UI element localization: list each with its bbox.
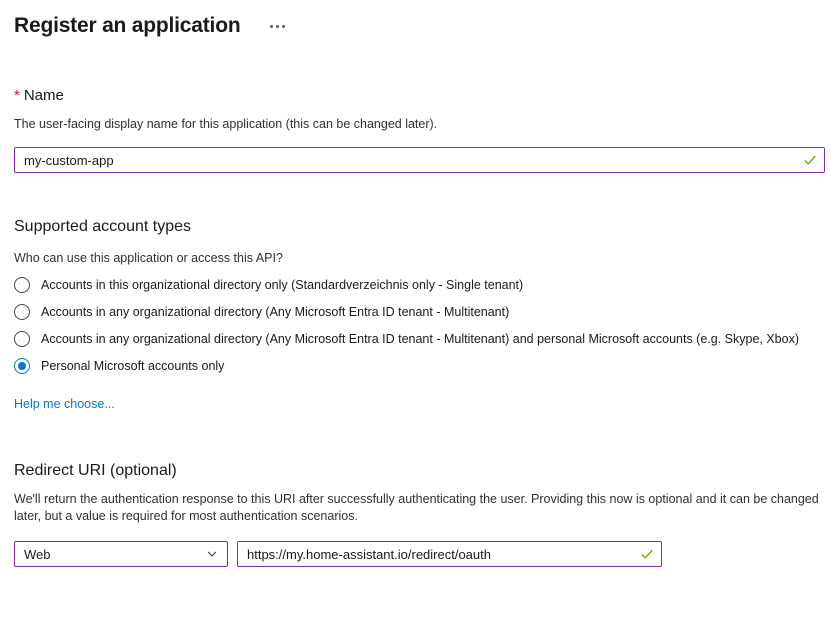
- account-type-option-single-tenant[interactable]: [14, 272, 814, 299]
- account-type-radio-group: [14, 272, 825, 380]
- redirect-uri-input-wrapper: [237, 541, 662, 567]
- name-field-description: The user-facing display name for this application (this can be changed later).: [14, 117, 438, 131]
- radio-option-label: Accounts in this organizational directory only (Standardverzeichnis only - Single tenant): [41, 278, 524, 292]
- account-type-option-multitenant[interactable]: [14, 299, 814, 326]
- radio-button-icon[interactable]: [14, 304, 30, 320]
- radio-button-icon[interactable]: [14, 277, 30, 293]
- radio-button-icon[interactable]: [14, 331, 30, 347]
- name-label-text: Name: [23, 87, 64, 104]
- app-name-input[interactable]: [14, 147, 825, 173]
- page-header: [14, 10, 825, 42]
- redirect-uri-input[interactable]: [237, 541, 662, 567]
- platform-select-value: Web: [24, 546, 51, 562]
- platform-select[interactable]: [14, 541, 228, 567]
- chevron-down-icon: [206, 548, 218, 560]
- redirect-uri-controls: [14, 541, 825, 567]
- redirect-uri-description: We'll return the authentication response to this URI after successfully authenticating the user. Providing this now is optional and it can be changed later, but a value is required for most authentication scenarios.: [14, 492, 819, 523]
- name-field-label: [14, 86, 825, 106]
- account-type-option-multitenant-personal[interactable]: [14, 326, 814, 353]
- page-title: Register an application: [14, 14, 241, 37]
- radio-option-label: Accounts in any organizational directory (Any Microsoft Entra ID tenant - Multitenant): [41, 305, 510, 319]
- redirect-uri-heading: Redirect URI (optional): [14, 462, 177, 479]
- help-me-choose-link[interactable]: Help me choose...: [14, 397, 115, 411]
- account-types-question: Who can use this application or access this API?: [14, 251, 283, 265]
- more-options-icon[interactable]: [266, 21, 289, 32]
- required-asterisk: *: [14, 87, 20, 104]
- radio-button-icon[interactable]: [14, 358, 30, 374]
- supported-account-types-heading: Supported account types: [14, 218, 192, 235]
- name-input-wrapper: [14, 147, 825, 173]
- radio-option-label: Personal Microsoft accounts only: [41, 359, 225, 373]
- radio-option-label: Accounts in any organizational directory (Any Microsoft Entra ID tenant - Multitenant) and personal Microsoft accounts (e.g. Skype, Xbox): [41, 332, 799, 346]
- account-type-option-personal-only[interactable]: [14, 353, 814, 380]
